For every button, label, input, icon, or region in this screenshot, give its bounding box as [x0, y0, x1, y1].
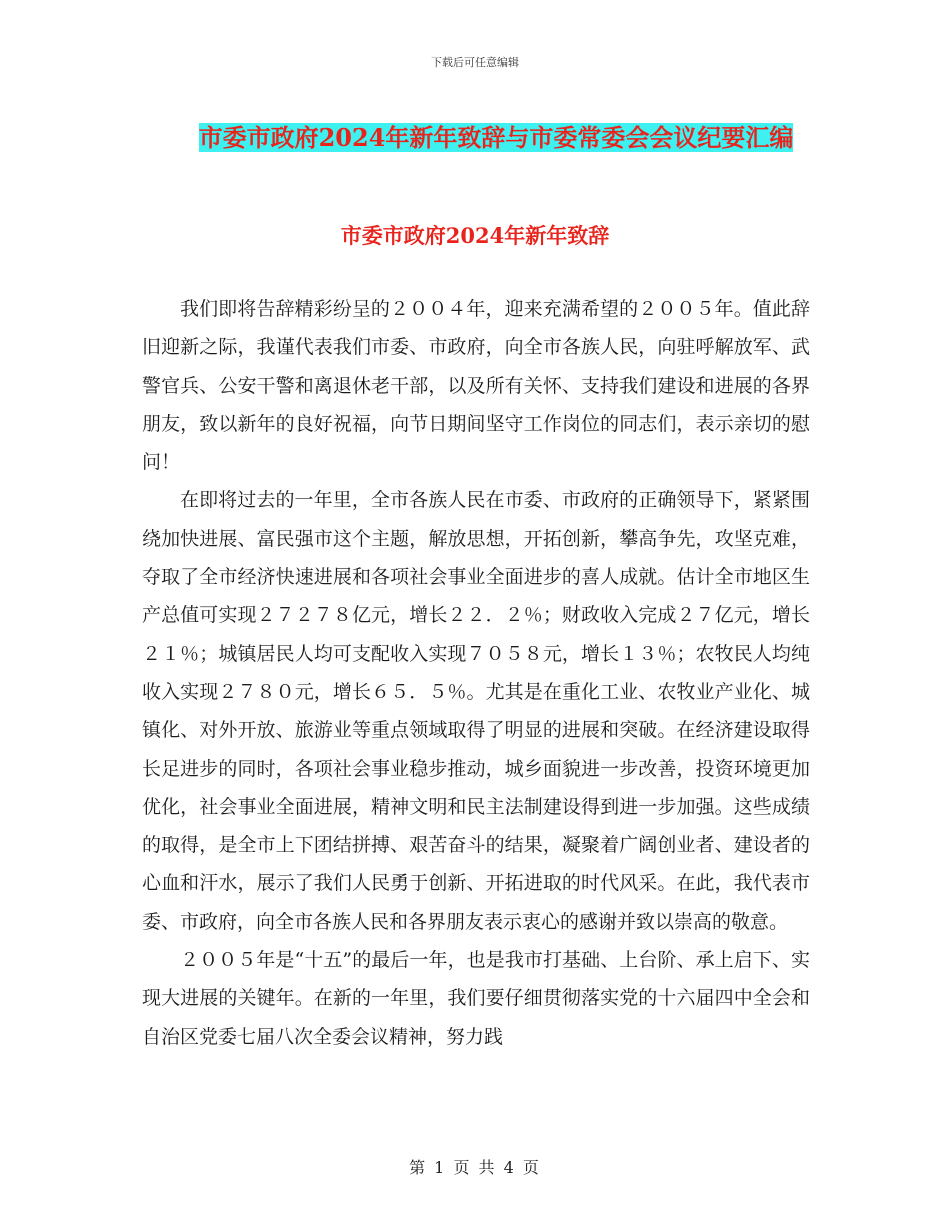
document-sub-title: 市委市政府2024年新年致辞 [340, 223, 610, 248]
header-note: 下载后可任意编辑 [431, 56, 519, 69]
paragraph-2: 在即将过去的一年里，全市各族人民在市委、市政府的正确领导下，紧紧围绕加快进展、富民强市这个主题，解放思想，开拓创新，攀高争先，攻坚克难，夺取了全市经济快速进展和各项社会事业全面进步的喜人成就。估计全市地区生产总值可实现２７２７８亿元，增长２２．２％；财政收入完成２７亿元，增长２１％；城镇居民人均可支配收入实现７０５８元，增长１３％；农牧民人均纯收入实现２７８０元，增长６５．５％。尤其是在重化工业、农牧业产业化、城镇化、对外开放、旅游业等重点领域取得了明显的进展和突破。在经济建设取得长足进步的同时，各项社会事业稳步推动，城乡面貌进一步改善，投资环境更加优化，社会事业全面进展，精神文明和民主法制建设得到进一步加强。这些成绩的取得，是全市上下团结拼搏、艰苦奋斗的结果，凝聚着广阔创业者、建设者的心血和汗水，展示了我们人民勇于创新、开拓进取的时代风采。在此，我代表市委、市政府，向全市各族人民和各界朋友表示衷心的感谢并致以崇高的敬意。 [142, 489, 810, 933]
main-title-text: 市委市政府2024年新年致辞与市委常委会会议纪要汇编 [198, 123, 794, 152]
document-main-title [186, 112, 806, 164]
paragraph-3: ２００５年是“十五”的最后一年，也是我市打基础、上台阶、承上启下、实现大进展的关键年。在新的一年里，我们要仔细贯彻落实党的十六届四中全会和自治区党委七届八次全委会议精神，努力践 [142, 949, 810, 1048]
page-number-footer: 第 1 页 共 4 页 [409, 1158, 541, 1177]
document-body [142, 290, 810, 1056]
paragraph-1: 我们即将告辞精彩纷呈的２００４年，迎来充满希望的２００５年。值此辞旧迎新之际，我谨代表我们市委、市政府，向全市各族人民，向驻呼解放军、武警官兵、公安干警和离退休老干部，以及所有关怀、支持我们建设和进展的各界朋友，致以新年的良好祝福，向节日期间坚守工作岗位的同志们，表示亲切的慰问！ [142, 298, 810, 474]
